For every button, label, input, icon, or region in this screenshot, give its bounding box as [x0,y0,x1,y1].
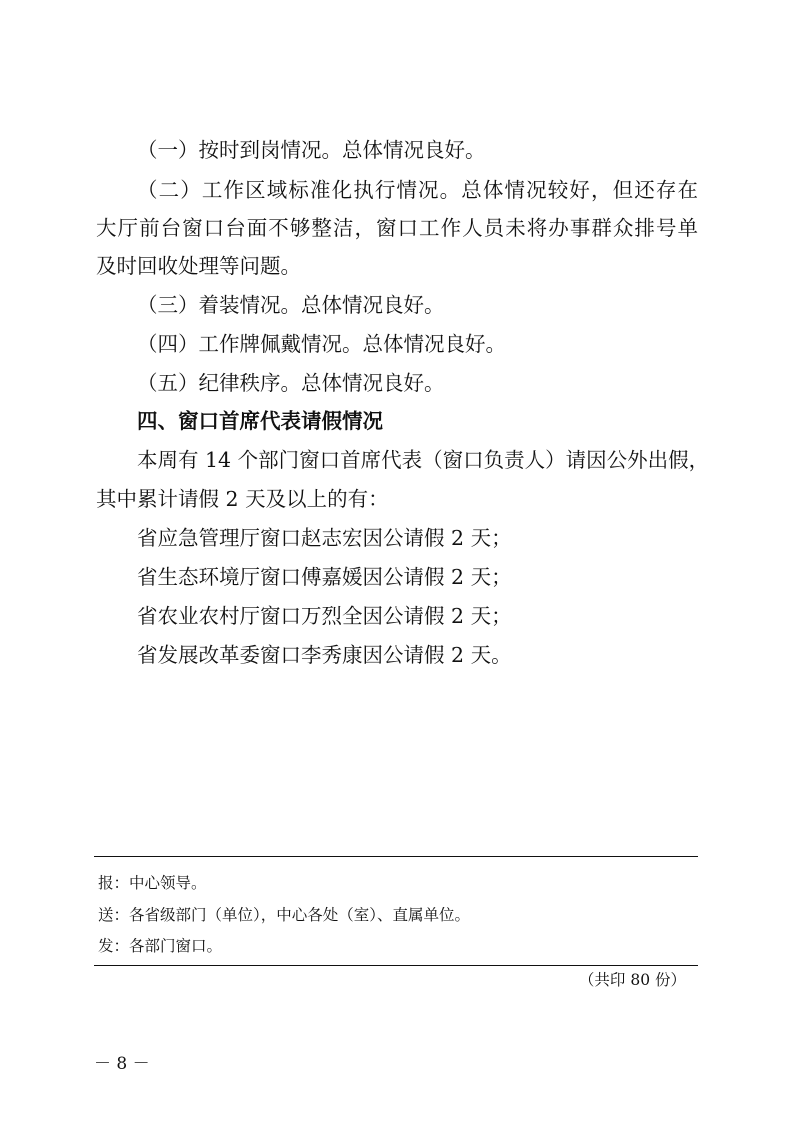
body-item-5: （五）纪律秩序。总体情况良好。 [137,371,445,395]
copies-count: （共印 80 份） [578,971,686,989]
leave-item: 省农业农村厅窗口万烈全因公请假 2 天； [137,604,512,628]
distribution-top-rule [94,856,698,857]
leave-item: 省发展改革委窗口李秀康因公请假 2 天。 [137,643,512,667]
issue-to-line: 发：各部门窗口。 [98,937,223,955]
leave-item: 省应急管理厅窗口赵志宏因公请假 2 天； [137,526,512,550]
body-item-3: （三）着装情况。总体情况良好。 [137,293,445,317]
body-item-1: （一）按时到岗情况。总体情况良好。 [137,138,486,162]
leave-item: 省生态环境厅窗口傅嘉媛因公请假 2 天； [137,565,512,589]
body-item-2-line-3: 及时回收处理等问题。 [96,254,301,278]
page-number: － 8 － [94,1054,150,1074]
section-heading: 四、窗口首席代表请假情况 [137,409,383,433]
paragraph-line-2: 其中累计请假 2 天及以上的有： [96,487,389,511]
body-item-2-line-2: 大厅前台窗口台面不够整洁，窗口工作人员未将办事群众排号单 [96,216,698,240]
report-to-line: 报：中心领导。 [98,874,207,892]
distribution-bottom-rule [94,965,698,966]
paragraph-line-1: 本周有 14 个部门窗口首席代表（窗口负责人）请因公外出假， [137,448,710,472]
body-item-4: （四）工作牌佩戴情况。总体情况良好。 [137,332,506,356]
send-to-line: 送：各省级部门（单位），中心各处（室）、直属单位。 [98,906,471,924]
body-item-2-line-1: （二）工作区域标准化执行情况。总体情况较好，但还存在 [137,178,698,202]
